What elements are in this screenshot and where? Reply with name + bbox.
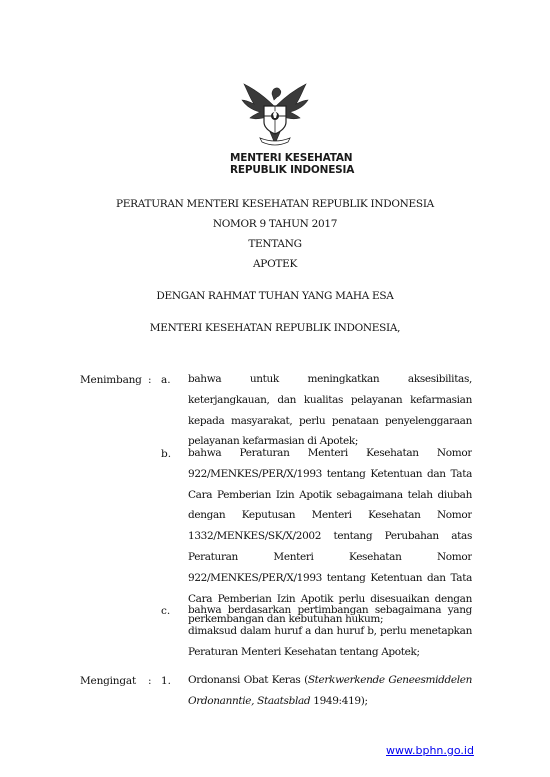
item-c-line-1: bahwa berdasarkan pertimbangan sebagaimana yang bbox=[188, 604, 472, 616]
menimbang-label: Menimbang bbox=[80, 374, 142, 386]
regulation-about: TENTANG bbox=[248, 238, 302, 250]
mengingat-colon: : bbox=[148, 675, 152, 687]
item-b-line-4: dengan Keputusan Menteri Kesehatan Nomor bbox=[188, 509, 472, 522]
item-a-line-4: pelayanan kefarmasian di Apotek; bbox=[188, 435, 359, 448]
item-a-line-2: keterjangkauan, dan kualitas pelayanan kefarmasian bbox=[188, 393, 472, 406]
regulation-number: NOMOR 9 TAHUN 2017 bbox=[212, 218, 338, 230]
regulation-title: PERATURAN MENTERI KESEHATAN REPUBLIK INDONESIA bbox=[116, 198, 434, 210]
preamble-grace: DENGAN RAHMAT TUHAN YANG MAHA ESA bbox=[156, 290, 394, 302]
item-marker-a: a. bbox=[161, 374, 171, 386]
ministry-logo-text bbox=[230, 152, 355, 176]
menimbang-colon: : bbox=[148, 374, 152, 386]
item-1-line-1-italic: Sterkwerkende Geneesmiddelen bbox=[307, 674, 472, 686]
item-b-line-2: 922/MENKES/PER/X/1993 tentang Ketentuan dan Tata bbox=[188, 467, 472, 480]
item-1-line-2-plain: 1949:419); bbox=[310, 694, 368, 707]
item-1-line-1-plain: Ordonansi Obat Keras ( bbox=[188, 674, 308, 686]
menimbang-item-c bbox=[188, 600, 472, 662]
item-b-line-9: perkembangan dan kebutuhan hukum; bbox=[188, 613, 384, 626]
item-marker-b: b. bbox=[161, 448, 172, 460]
menimbang-item-a bbox=[188, 369, 472, 452]
preamble-minister: MENTERI KESEHATAN REPUBLIK INDONESIA, bbox=[149, 322, 401, 334]
item-a-line-3: kepada masyarakat, perlu penataan penyelenggaraan bbox=[188, 414, 472, 427]
item-marker-1: 1. bbox=[161, 675, 172, 687]
bphn-website-link[interactable]: www.bphn.go.id bbox=[386, 744, 474, 757]
item-c-line-3: Peraturan Menteri Kesehatan tentang Apotek; bbox=[188, 645, 420, 658]
item-b-line-5: 1332/MENKES/SK/X/2002 tentang Perubahan atas bbox=[188, 530, 472, 543]
item-b-line-7: 922/MENKES/PER/X/1993 tentang Ketentuan dan Tata bbox=[188, 571, 472, 584]
item-b-line-3: Cara Pemberian Izin Apotik sebagaimana telah diubah bbox=[188, 488, 472, 501]
item-1-line-2-italic: Ordonanntie, Staatsblad bbox=[188, 694, 311, 707]
ministry-line-1: MENTERI KESEHATAN bbox=[230, 152, 353, 164]
item-1-line-2 bbox=[188, 691, 472, 712]
item-marker-c: c. bbox=[161, 605, 171, 617]
item-b-line-6: Peraturan Menteri Kesehatan Nomor bbox=[188, 550, 472, 563]
ministry-line-2: REPUBLIK INDONESIA bbox=[230, 164, 355, 176]
mengingat-item-1 bbox=[188, 670, 472, 712]
item-a-line-1: bahwa untuk meningkatkan aksesibilitas, bbox=[188, 373, 472, 385]
item-b-line-8: Cara Pemberian Izin Apotik perlu disesuaikan dengan bbox=[188, 592, 472, 605]
garuda-pancasila-emblem-icon bbox=[230, 78, 320, 148]
regulation-subject: APOTEK bbox=[253, 258, 297, 270]
item-c-line-2: dimaksud dalam huruf a dan huruf b, perlu menetapkan bbox=[188, 624, 472, 637]
item-1-line-1 bbox=[188, 670, 472, 691]
item-b-line-1: bahwa Peraturan Menteri Kesehatan Nomor bbox=[188, 447, 472, 459]
mengingat-label: Mengingat bbox=[80, 675, 136, 687]
